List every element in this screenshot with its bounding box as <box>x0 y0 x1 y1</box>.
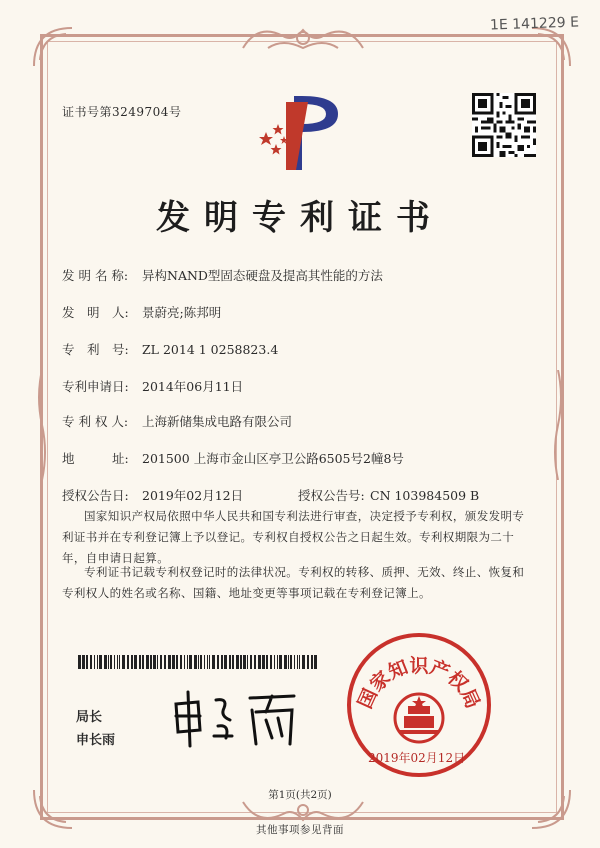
barcode-bar <box>204 655 205 669</box>
barcode-bar <box>160 655 162 669</box>
seal-date: 2019年02月12日 <box>368 751 466 765</box>
barcode-bar <box>229 655 231 669</box>
barcode-bar <box>221 655 223 669</box>
barcode-bar <box>194 655 197 669</box>
barcode-bar <box>131 655 133 669</box>
field-value: 异构NAND型固态硬盘及提高其性能的方法 <box>142 268 383 283</box>
barcode-bar <box>127 655 129 669</box>
barcode-bar <box>150 655 152 669</box>
barcode-bar <box>90 655 92 669</box>
barcode-bar <box>184 655 185 669</box>
field-label: 授权公告日: <box>62 488 129 503</box>
footer-note: 其他事项参见背面 <box>256 824 344 836</box>
field-value: 2014年06月11日 <box>142 379 244 394</box>
field-value: 景蔚亮;陈邦明 <box>142 305 222 320</box>
field-value: CN 103984509 B <box>370 488 480 503</box>
barcode-icon <box>78 655 318 669</box>
barcode-bar <box>302 655 305 669</box>
grant-number-row <box>298 486 479 504</box>
barcode-bar <box>297 655 298 669</box>
barcode-bar <box>139 655 141 669</box>
field-label: 专 利 权 人: <box>62 414 129 429</box>
barcode-bar <box>78 655 81 669</box>
barcode-bar <box>114 655 115 669</box>
barcode-bar <box>134 655 137 669</box>
barcode-bar <box>232 655 234 669</box>
barcode-bar <box>198 655 199 669</box>
barcode-bar <box>164 655 166 669</box>
barcode-bar <box>236 655 239 669</box>
barcode-bar <box>122 655 125 669</box>
barcode-bar <box>209 655 210 669</box>
barcode-bar <box>110 655 112 669</box>
barcode-bar <box>224 655 227 669</box>
field-label: 发 明 名 称: <box>62 268 129 283</box>
barcode-bar <box>212 655 215 669</box>
field-value: ZL 2014 1 0258823.4 <box>142 342 279 357</box>
side-ornament-icon <box>552 370 564 480</box>
barcode-bar <box>240 655 242 669</box>
barcode-bar <box>153 655 156 669</box>
legal-status-paragraph: 专利证书记载专利权登记时的法律状况。专利权的转移、质押、无效、终止、恢复和专利权人的姓名或名称、国籍、地址变更等事项记载在专利登记簿上。 <box>62 565 525 600</box>
barcode-bar <box>311 655 313 669</box>
barcode-bar <box>279 655 282 669</box>
barcode-bar <box>270 655 272 669</box>
certificate-number: 证书号第3249704号 <box>62 105 182 119</box>
cnipa-logo-icon <box>256 92 348 174</box>
barcode-bar <box>299 655 300 669</box>
barcode-bar <box>104 655 107 669</box>
barcode-bar <box>217 655 219 669</box>
field-label: 授权公告号: <box>298 488 365 503</box>
patentee-row <box>62 412 292 430</box>
barcode-bar <box>277 655 278 669</box>
barcode-bar <box>119 655 120 669</box>
barcode-bar <box>97 655 98 669</box>
director-name: 申长雨 <box>76 733 116 748</box>
barcode-bar <box>243 655 246 669</box>
inventor-row <box>62 303 221 321</box>
field-value: 201500 上海市金山区亭卫公路6505号2幢8号 <box>142 451 404 466</box>
barcode-bar <box>189 655 192 669</box>
handwritten-signature-icon <box>168 686 308 750</box>
field-label: 专 利 号: <box>62 342 129 357</box>
barcode-bar <box>314 655 317 669</box>
field-label: 专利申请日: <box>62 379 129 394</box>
seal-text: 国家知识产权局 <box>354 654 484 712</box>
field-label: 发 明 人: <box>62 305 129 320</box>
barcode-bar <box>207 655 208 669</box>
barcode-bar <box>294 655 295 669</box>
top-ornament-icon <box>238 18 368 58</box>
barcode-bar <box>266 655 268 669</box>
barcode-bar <box>99 655 102 669</box>
application-date-row <box>62 377 243 395</box>
barcode-bar <box>146 655 149 669</box>
barcode-bar <box>187 655 188 669</box>
barcode-bar <box>258 655 261 669</box>
page-number: 第1页(共2页) <box>268 789 332 801</box>
barcode-bar <box>142 655 144 669</box>
side-ornament-icon <box>36 370 48 480</box>
barcode-bar <box>168 655 171 669</box>
barcode-bar <box>117 655 118 669</box>
patent-number-row <box>62 340 278 358</box>
barcode-bar <box>108 655 109 669</box>
invention-name-row <box>62 266 383 284</box>
barcode-bar <box>290 655 292 669</box>
barcode-bar <box>86 655 88 669</box>
barcode-bar <box>288 655 289 669</box>
field-value: 上海新储集成电路有限公司 <box>142 414 293 429</box>
barcode-bar <box>274 655 275 669</box>
corner-ornament-icon <box>30 24 76 70</box>
field-label: 地 址: <box>62 451 129 466</box>
grant-statement-paragraph: 国家知识产权局依照中华人民共和国专利法进行审查，决定授予专利权，颁发发明专利证书并在专利登记簿上予以登记。专利权自授权公告之日起生效。专利权期限为二十年，自申请日起算。 <box>62 509 525 565</box>
field-value: 2019年02月12日 <box>142 488 244 503</box>
barcode-bar <box>172 655 175 669</box>
address-row <box>62 449 404 467</box>
barcode-bar <box>176 655 178 669</box>
barcode-bar <box>82 655 85 669</box>
barcode-bar <box>254 655 256 669</box>
barcode-bar <box>250 655 252 669</box>
barcode-bar <box>94 655 95 669</box>
barcode-bar <box>200 655 202 669</box>
barcode-bar <box>247 655 248 669</box>
certificate-title: 发明专利证书 <box>156 198 444 238</box>
barcode-bar <box>307 655 309 669</box>
barcode-bar <box>284 655 287 669</box>
handwritten-note: 1E 141229 E <box>489 14 580 34</box>
qr-code-icon <box>472 93 536 157</box>
barcode-bar <box>262 655 265 669</box>
barcode-bar <box>157 655 158 669</box>
barcode-bar <box>180 655 182 669</box>
director-title: 局长 <box>76 710 103 725</box>
grant-date-row <box>62 486 243 504</box>
